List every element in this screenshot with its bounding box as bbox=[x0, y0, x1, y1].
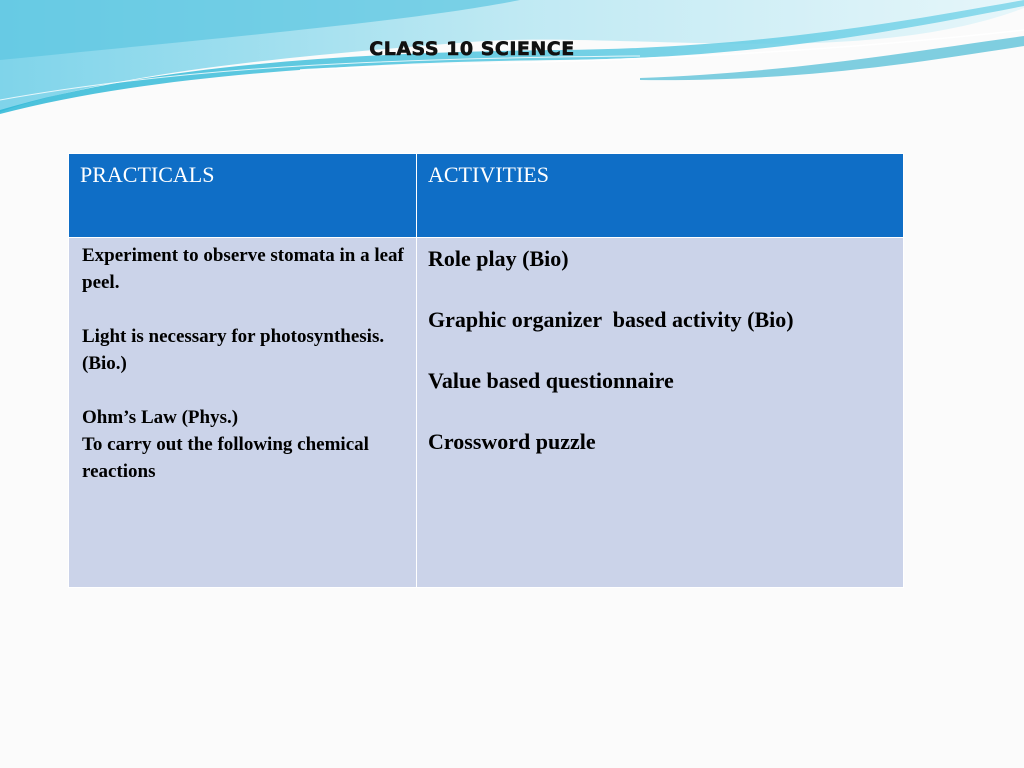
activity-item: Role play (Bio) bbox=[428, 246, 569, 271]
table-header-row bbox=[69, 154, 904, 238]
practical-item: Light is necessary for photosynthesis.(Bio.) bbox=[82, 326, 385, 374]
practicals-cell bbox=[69, 238, 417, 588]
header-activities: ACTIVITIES bbox=[417, 154, 904, 238]
slide-title: CLASS 10 SCIENCE bbox=[369, 38, 575, 60]
practical-item: Experiment to observe stomata in a leaf peel. bbox=[82, 245, 404, 293]
content-table bbox=[68, 153, 904, 588]
header-practicals: PRACTICALS bbox=[69, 154, 417, 238]
activity-item: Value based questionnaire bbox=[428, 368, 674, 393]
activities-cell bbox=[417, 238, 904, 588]
practical-item: Ohm’s Law (Phys.) bbox=[82, 407, 239, 428]
activity-item: Crossword puzzle bbox=[428, 429, 596, 454]
activity-item: Graphic organizer based activity (Bio) bbox=[428, 307, 794, 332]
wave-header-decoration bbox=[0, 0, 1024, 140]
practical-item: To carry out the following chemical reactions bbox=[82, 434, 369, 482]
table-row bbox=[69, 238, 904, 588]
